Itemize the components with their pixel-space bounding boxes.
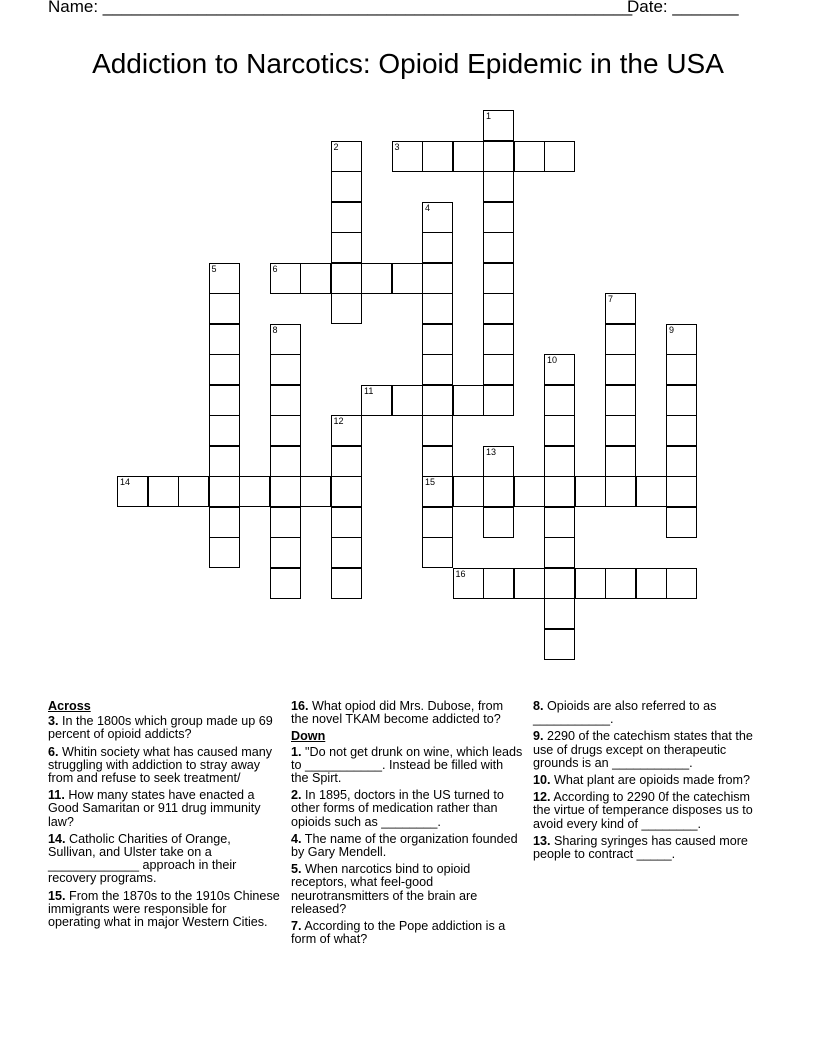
clue-down-8: 8. Opioids are also referred to as ___________. [533,699,717,727]
clue-down-4: 4. The name of the organization founded by Gary Mendell. [291,831,518,860]
grid-cell[interactable] [209,415,240,446]
grid-cell[interactable] [331,415,362,446]
grid-cell[interactable] [483,354,514,385]
grid-cell[interactable] [422,324,453,355]
grid-cell[interactable] [422,446,453,477]
grid-cell[interactable] [331,446,362,477]
clue-number-label: 8 [272,324,278,335]
grid-cell[interactable] [544,446,575,477]
clue-number-label: 6 [272,263,278,274]
grid-cell[interactable] [575,476,606,507]
clue-down-13: 13. Sharing syringes has caused more people to contract _____. [533,833,748,862]
grid-cell[interactable] [331,476,362,507]
grid-cell[interactable] [483,263,514,294]
clue-number-label: 7 [608,294,614,304]
grid-cell[interactable] [483,507,514,538]
clue-down-9: 9. 2290 of the catechism states that the use of drugs except on therapeutic grounds is an ___________. [533,729,753,770]
grid-cell[interactable] [422,537,453,568]
grid-cell[interactable] [422,293,453,324]
grid-cell[interactable] [514,476,545,507]
grid-cell[interactable] [544,537,575,568]
grid-cell[interactable] [483,141,514,172]
grid-cell[interactable] [483,446,514,477]
grid-cell[interactable] [209,354,240,385]
clue-number-label: 16 [455,568,466,579]
grid-cell[interactable] [483,568,514,599]
clue-number-label: 4 [425,202,431,213]
grid-cell[interactable] [361,263,392,294]
grid-cell[interactable] [453,476,484,507]
grid-cell[interactable] [331,263,362,294]
grid-cell[interactable] [422,263,453,294]
clues-column-1 [48,700,280,933]
grid-cell[interactable] [544,141,575,172]
grid-cell[interactable] [209,537,240,568]
grid-cell[interactable] [605,415,636,446]
grid-cell[interactable] [331,202,362,233]
grid-cell[interactable] [270,415,301,446]
grid-cell[interactable] [483,293,514,324]
grid-cell[interactable] [270,476,301,507]
clue-across-6: 6. Whitin society what has caused many struggling with addiction to stray away from and refuse to seek treatment/ [48,744,273,786]
grid-cell[interactable] [544,415,575,446]
clues-column-2 [291,700,523,950]
grid-cell[interactable] [270,354,301,385]
grid-cell[interactable] [666,415,697,446]
grid-cell[interactable] [544,598,575,629]
clue-number-label: 13 [486,446,497,457]
grid-cell[interactable] [453,141,484,172]
clues-column-3 [533,700,765,865]
down-heading: Down [291,729,326,744]
grid-cell[interactable] [605,446,636,477]
grid-cell[interactable] [514,141,545,172]
grid-cell[interactable] [483,476,514,507]
grid-cell[interactable] [605,293,636,324]
clue-number-label: 11 [364,385,374,396]
grid-cell[interactable] [575,568,606,599]
grid-cell[interactable] [544,476,575,507]
grid-cell[interactable] [636,476,667,507]
clue-number-label: 2 [333,141,339,152]
clue-across-15: 15. From the 1870s to the 1910s Chinese immigrants were responsible for operating what in major Western Cities. [48,888,280,930]
grid-cell[interactable] [605,324,636,355]
grid-cell[interactable] [270,263,301,294]
clue-down-10: 10. What plant are opioids made from? [533,773,751,788]
grid-cell[interactable] [392,141,423,172]
grid-cell[interactable] [209,446,240,477]
grid-cell[interactable] [422,415,453,446]
grid-cell[interactable] [331,507,362,538]
grid-cell[interactable] [392,385,423,416]
grid-cell[interactable] [605,476,636,507]
grid-cell[interactable] [239,476,270,507]
clue-across-14: 14. Catholic Charities of Orange, Sullivan, and Ulster take on a _____________ approach in their recovery programs. [48,831,237,886]
grid-cell[interactable] [544,385,575,416]
grid-cell[interactable] [331,568,362,599]
grid-cell[interactable] [270,324,301,355]
grid-cell[interactable] [544,354,575,385]
grid-cell[interactable] [666,476,697,507]
clue-number-label: 9 [669,324,675,335]
grid-cell[interactable] [300,476,331,507]
clue-number-label: 12 [333,416,344,426]
clue-across-11: 11. How many states have enacted a Good Samaritan or 911 drug immunity law? [48,788,261,829]
clue-down-12: 12. According to 2290 0f the catechism the virtue of temperance disposes us to avoid every kind of ________. [533,790,753,831]
grid-cell[interactable] [422,202,453,233]
grid-cell[interactable] [544,507,575,538]
grid-cell[interactable] [666,324,697,355]
grid-cell[interactable] [483,202,514,233]
grid-cell[interactable] [270,568,301,599]
grid-cell[interactable] [361,385,392,416]
grid-cell[interactable] [422,476,453,507]
grid-cell[interactable] [209,507,240,538]
clue-down-5: 5. When narcotics bind to opioid receptors, what feel-good neurotransmitters of the brain are released? [291,862,478,916]
clue-number-label: 3 [394,141,400,152]
grid-cell[interactable] [300,263,331,294]
clue-number-label: 5 [211,263,217,274]
grid-cell[interactable] [331,141,362,172]
grid-cell[interactable] [178,476,209,507]
grid-cell[interactable] [270,446,301,477]
grid-cell[interactable] [483,171,514,202]
grid-cell[interactable] [605,385,636,416]
grid-cell[interactable] [483,232,514,263]
grid-cell[interactable] [422,141,453,172]
grid-cell[interactable] [666,568,697,599]
clue-across-3: 3. In the 1800s which group made up 69 percent of opioid addicts? [48,714,273,742]
grid-cell[interactable] [666,507,697,538]
grid-cell[interactable] [666,446,697,477]
grid-cell[interactable] [422,385,453,416]
clue-number-label: 14 [120,477,131,487]
grid-cell[interactable] [209,385,240,416]
clue-down-2: 2. In 1895, doctors in the US turned to other forms of medication rather than opioids such as ________. [291,788,504,829]
grid-cell[interactable] [270,385,301,416]
grid-cell[interactable] [544,568,575,599]
grid-cell[interactable] [605,568,636,599]
grid-cell[interactable] [666,385,697,416]
clue-number-label: 15 [425,477,436,487]
grid-cell[interactable] [392,263,423,294]
clue-across-16: 16. What opiod did Mrs. Dubose, from the novel TKAM become addicted to? [291,699,504,727]
grid-cell[interactable] [514,568,545,599]
date-field-label: Date: _______ [627,0,739,16]
grid-cell[interactable] [209,263,240,294]
grid-cell[interactable] [544,629,575,660]
grid-cell[interactable] [331,171,362,202]
grid-cell[interactable] [331,293,362,324]
grid-cell[interactable] [209,293,240,324]
grid-cell[interactable] [483,385,514,416]
name-field-label: Name: ________________________________________________________ [48,0,633,16]
grid-cell[interactable] [117,476,148,507]
grid-cell[interactable] [666,354,697,385]
grid-cell[interactable] [209,324,240,355]
grid-cell[interactable] [483,110,514,141]
grid-cell[interactable] [331,232,362,263]
grid-cell[interactable] [270,507,301,538]
clue-number-label: 10 [547,355,558,365]
grid-cell[interactable] [422,232,453,263]
page-title: Addiction to Narcotics: Opioid Epidemic in the USA [92,48,724,79]
grid-cell[interactable] [422,354,453,385]
grid-cell[interactable] [209,476,240,507]
grid-cell[interactable] [605,354,636,385]
clue-down-1: 1. "Do not get drunk on wine, which leads to ___________. Instead be filled with the Spirt. [291,744,523,786]
grid-cell[interactable] [331,537,362,568]
grid-cell[interactable] [483,324,514,355]
clue-down-7: 7. According to the Pope addiction is a form of what? [291,919,506,947]
grid-cell[interactable] [148,476,179,507]
across-heading: Across [48,699,91,713]
grid-cell[interactable] [422,507,453,538]
grid-cell[interactable] [453,568,484,599]
grid-cell[interactable] [636,568,667,599]
grid-cell[interactable] [453,385,484,416]
grid-cell[interactable] [270,537,301,568]
clue-number-label: 1 [486,111,492,121]
